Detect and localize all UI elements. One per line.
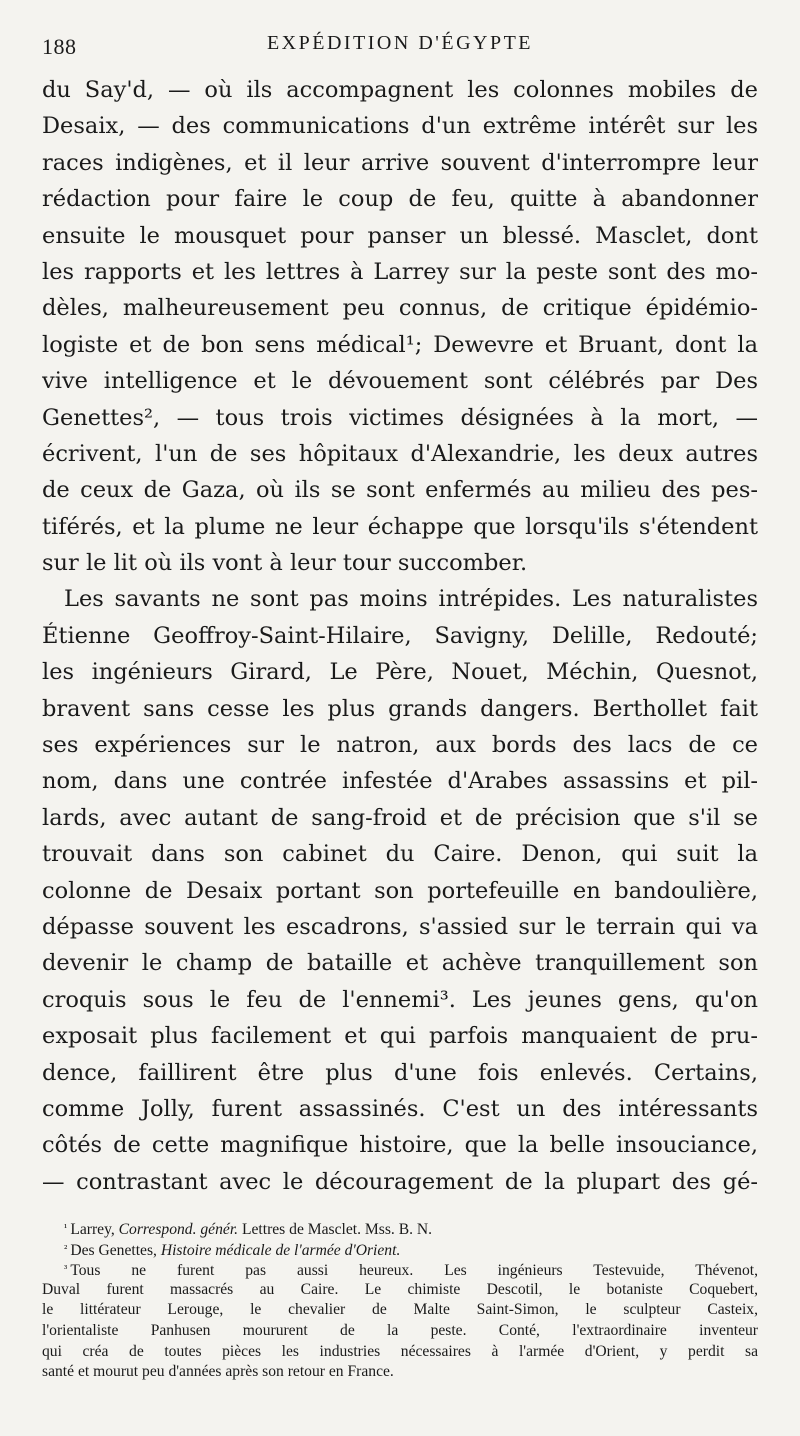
text-line: races indigènes, et il leur arrive souvent d'interrompre leur	[42, 149, 758, 176]
footnote-3-line: Duval furent massacrés au Caire. Le chimiste Descotil, le botaniste Coquebert,	[42, 1280, 758, 1298]
text-line: nom, dans une contrée infestée d'Arabes assassins et pil-	[42, 768, 758, 795]
text-line: exposait plus facilement et qui parfois manquaient de pru-	[42, 1023, 758, 1050]
text-line: ensuite le mousquet pour panser un blessé. Masclet, dont	[42, 222, 758, 249]
text-line: lards, avec autant de sang-froid et de précision que s'il se	[42, 804, 758, 831]
footnote-marker: ²	[64, 1242, 68, 1255]
text-line: dèles, malheureusement peu connus, de critique épidémio-	[42, 295, 758, 322]
text-line: Étienne Geoffroy-Saint-Hilaire, Savigny, Delille, Redouté;	[42, 622, 758, 649]
text-line: vive intelligence et le dévouement sont célébrés par Des	[42, 368, 758, 395]
body-text	[42, 72, 758, 1200]
footnote-text: Tous ne furent pas aussi heureux. Les ingénieurs Testevuide, Thévenot,	[70, 1262, 758, 1280]
footnote-3-line: santé et mourut peu d'années après son retour en France.	[42, 1363, 394, 1381]
text-line: rédaction pour faire le coup de feu, quitte à abandonner	[42, 186, 758, 213]
text-line: Genettes², — tous trois victimes désignées à la mort, —	[42, 404, 758, 431]
text-line: les rapports et les lettres à Larrey sur la peste sont des mo-	[42, 258, 758, 285]
text-line: comme Jolly, furent assassinés. C'est un des intéressants	[42, 1095, 758, 1122]
text-line: dence, faillirent être plus d'une fois enlevés. Certains,	[42, 1059, 758, 1086]
footnote-author: Larrey,	[70, 1221, 119, 1238]
text-line: de ceux de Gaza, où ils se sont enfermés au milieu des pes-	[42, 477, 758, 504]
text-line: Desaix, — des communications d'un extrême intérêt sur les	[42, 113, 758, 140]
text-line: dépasse souvent les escadrons, s'assied sur le terrain qui va	[42, 913, 758, 940]
footnote-3-line: qui créa de toutes pièces les industries nécessaires à l'armée d'Orient, y perdit sa	[42, 1342, 758, 1360]
text-line: du Say'd, — où ils accompagnent les colonnes mobiles de	[42, 77, 758, 103]
footnote-marker: ¹	[64, 1222, 68, 1234]
text-line: bravent sans cesse les plus grands dangers. Berthollet fait	[42, 695, 758, 722]
footnote-3-line: l'orientaliste Panhusen moururent de la peste. Conté, l'extraordinaire inventeur	[42, 1321, 758, 1339]
footnote-marker: ³	[64, 1263, 68, 1276]
text-line: ses expériences sur le natron, aux bords des lacs de ce	[42, 732, 758, 759]
text-line: croquis sous le feu de l'ennemi³. Les jeunes gens, qu'on	[42, 986, 758, 1013]
footnote-text: Lettres de Masclet. Mss. B. N.	[238, 1221, 433, 1238]
text-line: colonne de Desaix portant son portefeuille en bandoulière,	[42, 877, 758, 904]
footnote-title: Correspond. génér.	[118, 1221, 239, 1238]
text-line: côtés de cette magnifique histoire, que la belle insouciance,	[42, 1132, 758, 1159]
text-line: — contrastant avec le découragement de la plupart des gé-	[42, 1168, 758, 1195]
footnote-2	[42, 1239, 758, 1260]
footnote-3-line: le littérateur Lerouge, le chevalier de Malte Saint-Simon, le sculpteur Casteix,	[42, 1301, 758, 1319]
text-line: les ingénieurs Girard, Le Père, Nouet, Méchin, Quesnot,	[42, 659, 758, 686]
paragraph-start-line: Les savants ne sont pas moins intrépides. Les naturalistes	[64, 586, 758, 613]
paragraph-end-line: sur le lit où ils vont à leur tour succomber.	[42, 550, 528, 577]
running-head: EXPÉDITION D'ÉGYPTE	[266, 32, 534, 54]
text-line: logiste et de bon sens médical¹; Dewevre et Bruant, dont la	[42, 331, 758, 358]
text-line: trouvait dans son cabinet du Caire. Denon, qui suit la	[42, 841, 758, 868]
footnotes	[42, 1218, 758, 1383]
footnote-3	[42, 1259, 758, 1280]
text-line: tiférés, et la plume ne leur échappe que lorsqu'ils s'étendent	[42, 513, 758, 540]
text-line: devenir le champ de bataille et achève tranquillement son	[42, 950, 758, 977]
text-line: écrivent, l'un de ses hôpitaux d'Alexandrie, les deux autres	[42, 440, 758, 467]
footnote-1	[42, 1218, 758, 1239]
page-number: 188	[42, 34, 77, 59]
page-header	[40, 28, 760, 58]
footnote-author: Des Genettes,	[70, 1241, 161, 1259]
footnote-title: Histoire médicale de l'armée d'Orient.	[160, 1241, 401, 1259]
